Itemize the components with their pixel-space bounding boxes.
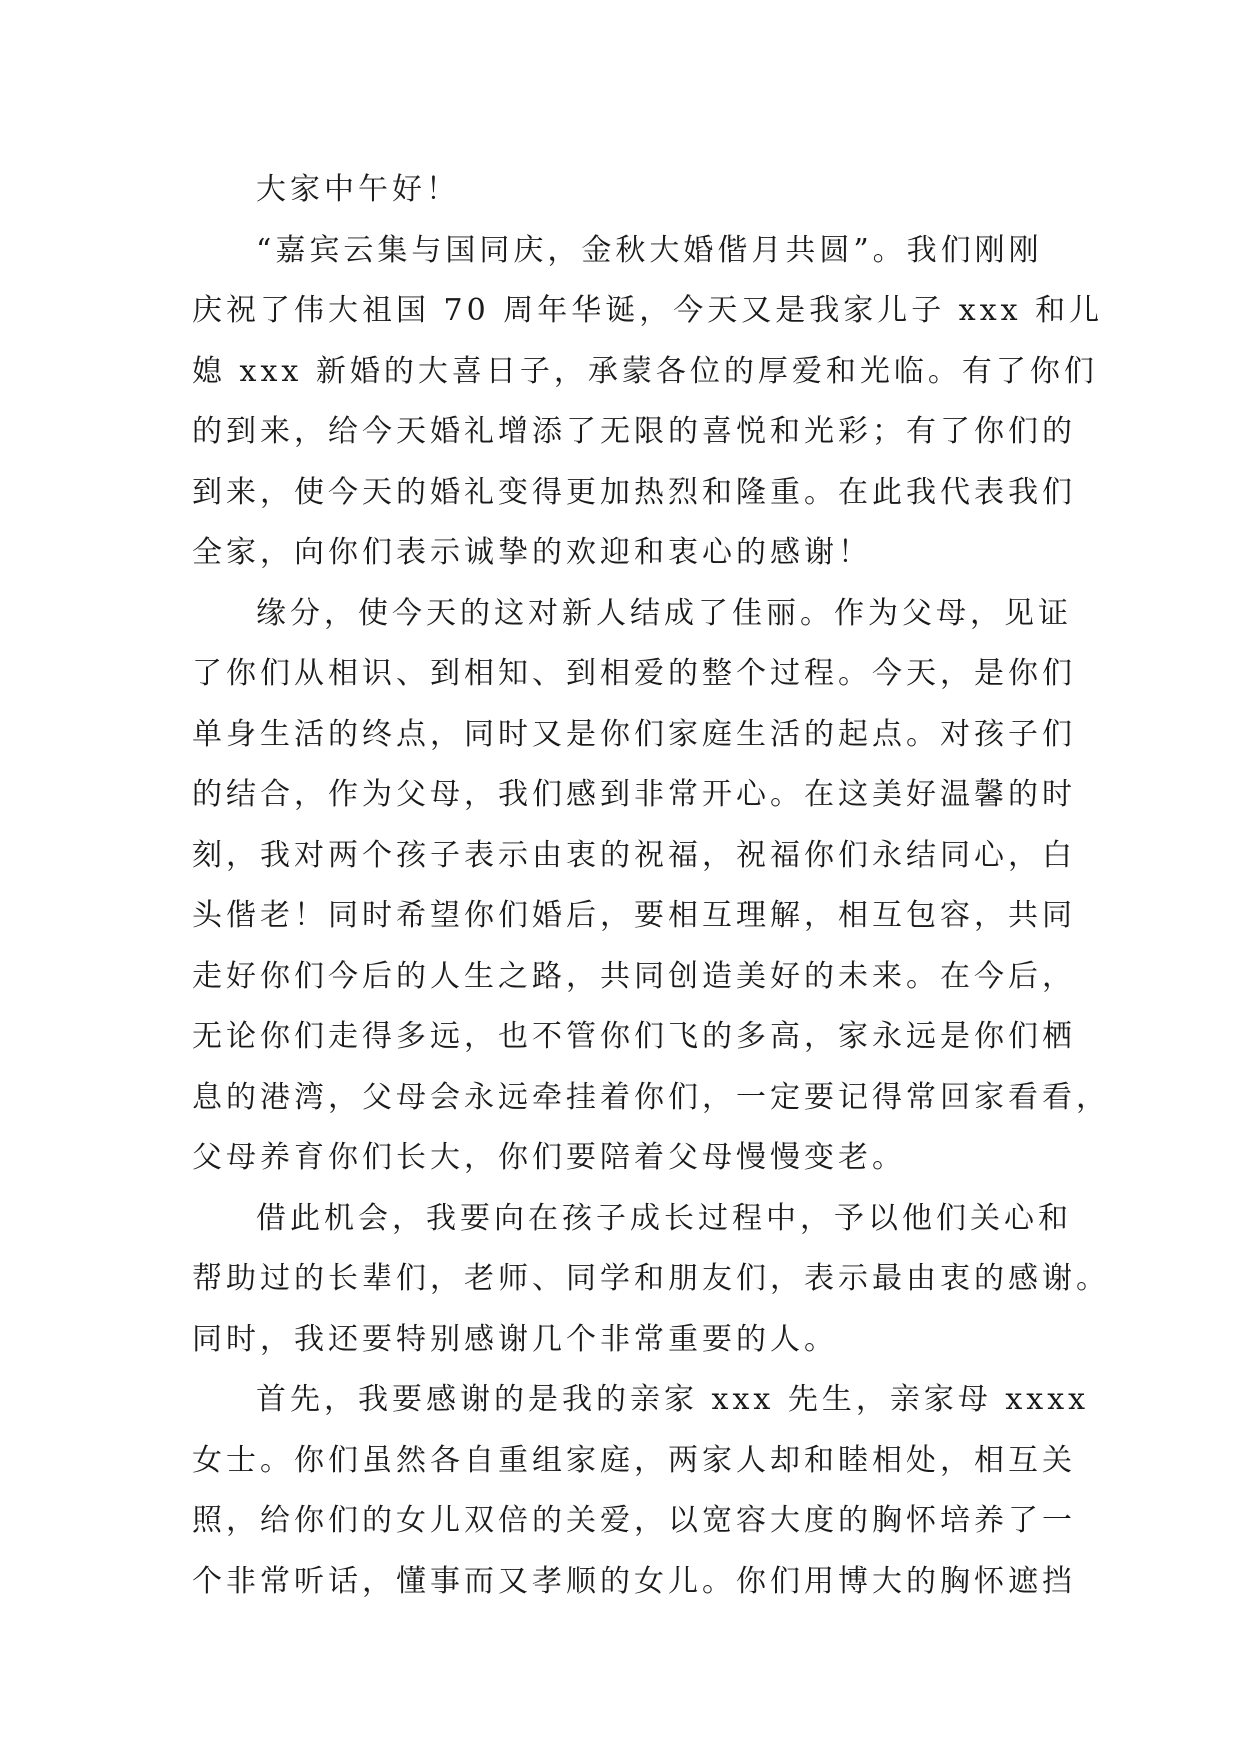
text-line: 首先，我要感谢的是我的亲家 xxx 先生，亲家母 xxxx [256,1382,1090,1417]
text-line: 的结合，作为父母，我们感到非常开心。在这美好温馨的时 [192,777,1076,812]
paragraph-thanks [192,1189,1110,1371]
text-line: 刻，我对两个孩子表示由衷的祝福，祝福你们永结同心，白 [192,837,1076,873]
text-line: 无论你们走得多远，也不管你们飞的多高，家永远是你们栖 [192,1019,1076,1054]
paragraph-blessing [192,584,1110,1189]
text-line: 同时，我还要特别感谢几个非常重要的人。 [192,1321,838,1357]
paragraph-greeting [192,160,1052,221]
document-body [192,160,1110,1612]
text-line: 照，给你们的女儿双倍的关爱，以宽容大度的胸怀培养了一 [192,1503,1076,1538]
text-line: 个非常听话，懂事而又孝顺的女儿。你们用博大的胸怀遮挡 [192,1563,1076,1599]
text-line: 的到来，给今天婚礼增添了无限的喜悦和光彩；有了你们的 [192,414,1076,449]
text-line: 全家，向你们表示诚挚的欢迎和衷心的感谢！ [192,535,872,570]
text-line: 借此机会，我要向在孩子成长过程中，予以他们关心和 [256,1200,1072,1236]
text-line: 单身生活的终点，同时又是你们家庭生活的起点。对孩子们 [192,716,1076,752]
text-line: 走好你们今后的人生之路，共同创造美好的未来。在今后， [192,958,1076,994]
text-line: 了你们从相识、到相知、到相爱的整个过程。今天，是你们 [192,656,1076,691]
text-line: 女士。你们虽然各自重组家庭，两家人却和睦相处，相互关 [192,1442,1076,1478]
text-line: 头偕老！同时希望你们婚后，要相互理解，相互包容，共同 [192,898,1076,933]
text-line: “嘉宾云集与国同庆，金秋大婚偕月共圆”。我们刚刚 [256,232,1043,268]
text-line: 庆祝了伟大祖国 70 周年华诞，今天又是我家儿子 xxx 和儿 [192,293,1104,328]
text-line: 帮助过的长辈们，老师、同学和朋友们，表示最由衷的感谢。 [192,1261,1110,1296]
paragraph-welcome [192,221,1104,584]
text-line: 到来，使今天的婚礼变得更加热烈和隆重。在此我代表我们 [192,474,1076,510]
paragraph-in-laws [192,1370,1090,1612]
text-line: 大家中午好！ [256,172,460,207]
text-line: 媳 xxx 新婚的大喜日子，承蒙各位的厚爱和光临。有了你们 [192,353,1098,389]
text-line: 息的港湾，父母会永远牵挂着你们，一定要记得常回家看看， [192,1079,1110,1115]
text-line: 父母养育你们长大，你们要陪着父母慢慢变老。 [192,1140,906,1175]
text-line: 缘分，使今天的这对新人结成了佳丽。作为父母，见证 [256,595,1072,631]
